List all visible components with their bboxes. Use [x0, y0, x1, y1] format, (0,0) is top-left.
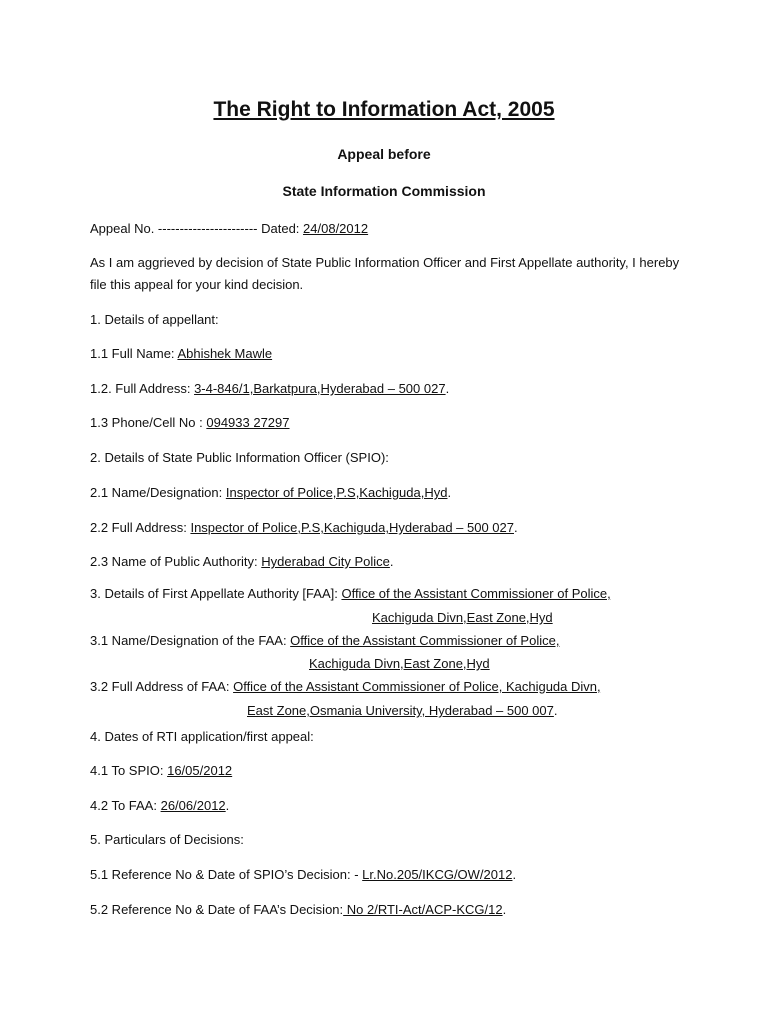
full-name-label: 1.1 Full Name:: [90, 346, 178, 361]
appeal-number-line: [90, 220, 368, 238]
faa-designation-line: [90, 632, 559, 650]
faa-decision-value: No 2/RTI-Act/ACP-KCG/12: [343, 902, 503, 917]
section-5-heading: 5. Particulars of Decisions:: [90, 832, 244, 847]
section-2-heading: 2. Details of State Public Information Officer (SPIO):: [90, 450, 389, 465]
full-name-line: [90, 345, 272, 363]
spio-designation-label: 2.1 Name/Designation:: [90, 485, 226, 500]
spio-decision-line: [90, 866, 516, 884]
faa-details-line: [90, 585, 611, 603]
public-authority-value: Hyderabad City Police: [261, 554, 390, 569]
appeal-heading: Appeal before: [337, 146, 431, 162]
public-authority-label: 2.3 Name of Public Authority:: [90, 554, 262, 569]
phone-value: 094933 27297: [206, 415, 290, 430]
faa-designation-value-cont: Kachiguda Divn,East Zone,Hyd: [309, 656, 490, 671]
period: .: [512, 867, 517, 882]
faa-date-value: 26/06/2012: [160, 798, 226, 813]
phone-line: [90, 414, 290, 432]
faa-address-value: Office of the Assistant Commissioner of Police, Kachiguda Divn,: [233, 679, 601, 694]
faa-decision-line: [90, 901, 506, 919]
period: .: [225, 798, 230, 813]
commission-heading: State Information Commission: [282, 183, 486, 199]
intro-paragraph: As I am aggrieved by decision of State Public Information Officer and First Appellate authority, I hereby file this appeal for your kind decision.: [90, 255, 680, 292]
faa-designation-label: 3.1 Name/Designation of the FAA:: [90, 633, 291, 648]
period: .: [447, 485, 452, 500]
full-address-value: 3-4-846/1,Barkatpura,Hyderabad – 500 027: [194, 381, 446, 396]
spio-decision-label: 5.1 Reference No & Date of SPIO’s Decision: -: [90, 867, 363, 882]
full-address-label: 1.2. Full Address:: [90, 381, 195, 396]
period: .: [514, 520, 518, 535]
faa-details-value-cont: Kachiguda Divn,East Zone,Hyd: [372, 610, 553, 625]
section-4-heading: 4. Dates of RTI application/first appeal:: [90, 729, 314, 744]
faa-decision-label: 5.2 Reference No & Date of FAA’s Decision:: [90, 902, 344, 917]
faa-address-line: [90, 678, 601, 696]
full-name-value: Abhishek Mawle: [177, 346, 273, 361]
spio-designation-value: Inspector of Police,P.S,Kachiguda,Hyd: [225, 485, 448, 500]
period: .: [445, 381, 450, 396]
faa-designation-value: Office of the Assistant Commissioner of Police,: [290, 633, 560, 648]
faa-date-label: 4.2 To FAA:: [90, 798, 161, 813]
public-authority-line: [90, 553, 394, 571]
phone-label: 1.3 Phone/Cell No :: [90, 415, 207, 430]
faa-details-value: Office of the Assistant Commissioner of Police,: [341, 586, 611, 601]
period: .: [553, 703, 558, 718]
period: .: [502, 902, 507, 917]
appeal-number-label: Appeal No. ----------------------- Dated:: [90, 221, 304, 236]
section-1-heading: 1. Details of appellant:: [90, 312, 219, 327]
spio-address-value: Inspector of Police,P.S,Kachiguda,Hyderabad – 500 027: [190, 520, 514, 535]
faa-details-label: 3. Details of First Appellate Authority [FAA]:: [90, 586, 342, 601]
spio-date-value: 16/05/2012: [167, 763, 233, 778]
spio-decision-value: Lr.No.205/IKCG/OW/2012: [362, 867, 513, 882]
faa-date-line: [90, 797, 229, 815]
spio-date-label: 4.1 To SPIO:: [90, 763, 168, 778]
period: .: [389, 554, 394, 569]
faa-address-label: 3.2 Full Address of FAA:: [90, 679, 234, 694]
faa-address-cont-line: [247, 702, 558, 720]
appeal-date: 24/08/2012: [303, 221, 369, 236]
spio-address-line: [90, 519, 518, 537]
faa-address-value-cont: East Zone,Osmania University, Hyderabad – 500 007: [247, 703, 554, 718]
spio-address-label: 2.2 Full Address:: [90, 520, 191, 535]
spio-designation-line: [90, 484, 451, 502]
full-address-line: [90, 380, 449, 398]
spio-date-line: [90, 762, 232, 780]
document-title: The Right to Information Act, 2005: [213, 98, 555, 121]
